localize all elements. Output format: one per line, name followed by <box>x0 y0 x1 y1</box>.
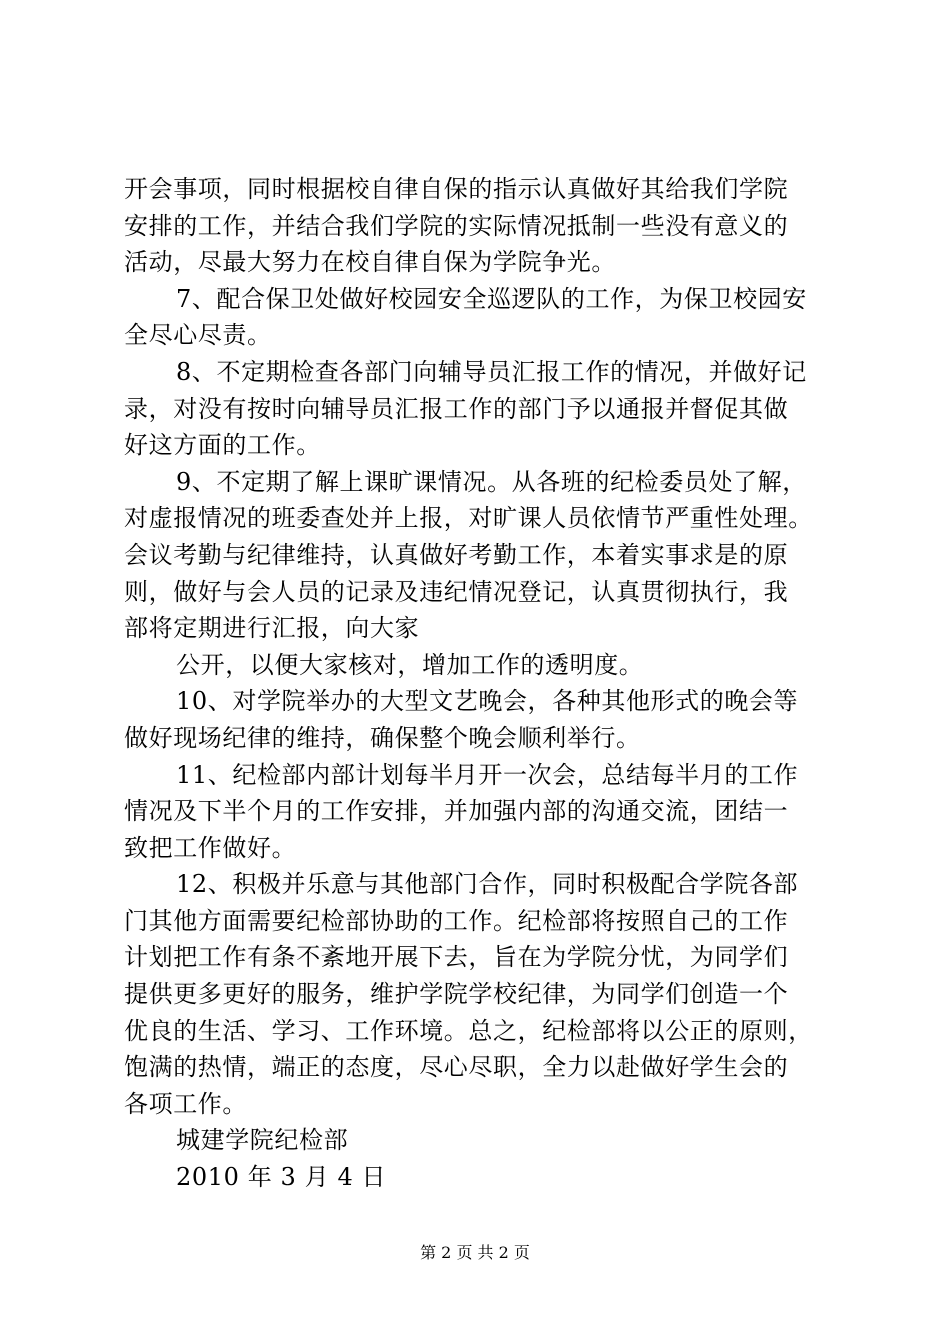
text-line: 对虚报情况的班委查处并上报，对旷课人员依情节严重性处理。 <box>124 504 813 533</box>
text-line: 9、不定期了解上课旷课情况。从各班的纪检委员处了解， <box>176 467 807 496</box>
text-line: 录，对没有按时向辅导员汇报工作的部门予以通报并督促其做 <box>124 394 789 423</box>
text-line: 提供更多更好的服务，维护学院学校纪律，为同学们创造一个 <box>124 980 789 1009</box>
text-line: 公开，以便大家核对，增加工作的透明度。 <box>176 650 644 679</box>
document-body <box>124 171 836 1196</box>
text-line: 计划把工作有条不紊地开展下去，旨在为学院分忧，为同学们 <box>124 943 789 972</box>
text-line: 11、纪检部内部计划每半月开一次会，总结每半月的工作 <box>176 760 799 789</box>
text-line: 做好现场纪律的维持，确保整个晚会顺利举行。 <box>124 723 641 752</box>
text-line: 安排的工作，并结合我们学院的实际情况抵制一些没有意义的 <box>124 211 789 240</box>
text-line: 活动，尽最大努力在校自律自保为学院争光。 <box>124 248 616 277</box>
text-line: 全尽心尽责。 <box>124 321 272 350</box>
text-line: 各项工作。 <box>124 1089 247 1118</box>
text-line: 则，做好与会人员的记录及违纪情况登记，认真贯彻执行，我 <box>124 577 789 606</box>
text-line: 8、不定期检查各部门向辅导员汇报工作的情况，并做好记 <box>176 357 807 386</box>
text-line: 优良的生活、学习、工作环境。总之，纪检部将以公正的原则， <box>124 1016 813 1045</box>
text-line: 情况及下半个月的工作安排，并加强内部的沟通交流，团结一 <box>124 797 789 826</box>
text-line: 城建学院纪检部 <box>176 1126 349 1155</box>
text-line: 会议考勤与纪律维持，认真做好考勤工作，本着实事求是的原 <box>124 540 789 569</box>
text-line: 部将定期进行汇报，向大家 <box>124 614 420 643</box>
page-footer: 第 2 页 共 2 页 <box>420 1243 530 1262</box>
text-line: 10、对学院举办的大型文艺晚会，各种其他形式的晚会等 <box>176 687 799 716</box>
text-line: 饱满的热情，端正的态度，尽心尽职，全力以赴做好学生会的 <box>124 1053 789 1082</box>
text-line: 致把工作做好。 <box>124 833 297 862</box>
text-line: 12、积极并乐意与其他部门合作，同时积极配合学院各部 <box>176 870 799 899</box>
text-line: 2010 年 3 月 4 日 <box>176 1163 387 1192</box>
text-line: 好这方面的工作。 <box>124 431 321 460</box>
text-line: 开会事项，同时根据校自律自保的指示认真做好其给我们学院 <box>124 175 789 203</box>
text-line: 7、配合保卫处做好校园安全巡逻队的工作，为保卫校园安 <box>176 284 807 313</box>
text-line: 门其他方面需要纪检部协助的工作。纪检部将按照自己的工作 <box>124 906 789 935</box>
